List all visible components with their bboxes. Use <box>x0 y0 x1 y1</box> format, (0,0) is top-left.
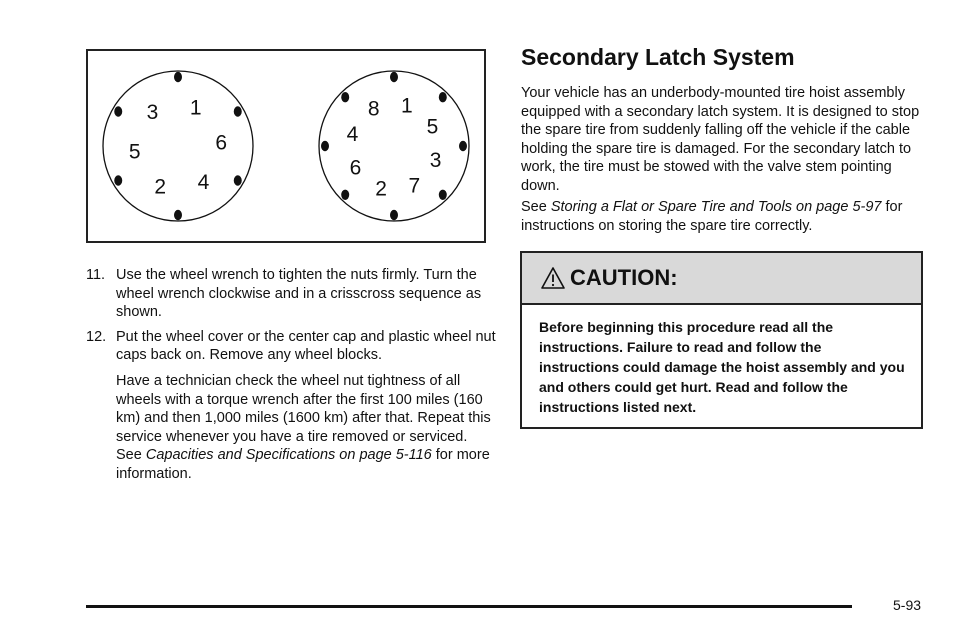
para-prefix: See <box>521 199 551 215</box>
storing-spare-tire-link[interactable]: Storing a Flat or Spare Tire and Tools on page 5-97 <box>550 199 882 215</box>
step-number: 11. <box>86 267 106 283</box>
torque-check-note <box>116 372 496 484</box>
six-lug-sequence-label: 6 <box>215 131 228 155</box>
step-text: Use the wheel wrench to tighten the nuts firmly. Turn the wheel wrench clockwise and in a crisscross sequence as shown. <box>116 267 482 321</box>
eight-lug-lug-nut <box>439 92 447 102</box>
six-lug-lug-nut <box>234 175 242 185</box>
eight-lug-lug-nut <box>459 141 467 151</box>
capacities-reference-link[interactable]: Capacities and Specifications on page 5-116 <box>145 447 432 464</box>
step-text: Put the wheel cover or the center cap and plastic wheel nut caps back on. Remove any wheel blocks. <box>116 328 496 364</box>
note-suffix: for more information. <box>116 447 490 482</box>
eight-lug-lug-nut <box>321 141 329 151</box>
six-lug-sequence-label: 2 <box>154 175 167 199</box>
section-heading: Secondary Latch System <box>521 44 795 70</box>
secondary-latch-paragraph: Your vehicle has an underbody-mounted tire hoist assembly equipped with a secondary latch system. It is designed to stop the spare tire from suddenly falling off the vehicle if the cable holding the spare tire is damaged. For the secondary latch to work, the tire must be stowed with the valve stem pointing down. <box>521 85 920 194</box>
six-lug-lug-nut <box>174 210 182 220</box>
six-lug-sequence-label: 4 <box>197 171 210 195</box>
lug-nut-sequence-figure <box>86 49 486 243</box>
eight-lug-lug-nut <box>439 190 447 200</box>
six-lug-lug-nut <box>174 72 182 82</box>
step-12 <box>86 328 496 365</box>
caution-header <box>522 253 921 305</box>
warning-triangle-icon <box>540 266 566 290</box>
eight-lug-lug-nut <box>341 92 349 102</box>
six-lug-lug-nut <box>114 106 122 116</box>
caution-text: Before beginning this procedure read all the instructions. Failure to read and follow the instructions could damage the hoist assembly and you and others could get hurt. Read and follow the instructions listed next. <box>539 319 905 415</box>
six-lug-sequence-label: 3 <box>146 100 159 124</box>
wheel-patterns-drawing <box>88 51 484 241</box>
eight-lug-lug-nut <box>390 72 398 82</box>
eight-lug-sequence-label: 6 <box>349 156 362 180</box>
page-number: 5-93 <box>893 597 922 613</box>
footer-rule <box>86 605 852 608</box>
para-suffix: for instructions on storing the spare tire correctly. <box>521 199 903 234</box>
eight-lug-sequence-label: 2 <box>375 177 387 201</box>
caution-title: CAUTION: <box>570 265 678 290</box>
note-text: Have a technician check the wheel nut tightness of all wheels with a torque wrench after the first 100 miles (160 km) and then 1,000 miles (1600 km) after that. Repeat this service whenever you have a tire removed or serviced. See <box>116 373 491 464</box>
six-lug-lug-nut <box>234 106 242 116</box>
eight-lug-sequence-label: 3 <box>429 148 442 172</box>
eight-lug-lug-nut <box>341 190 349 200</box>
eight-lug-sequence-label: 5 <box>426 115 439 139</box>
caution-box <box>520 251 923 429</box>
eight-lug-sequence-label: 4 <box>346 123 359 147</box>
eight-lug-sequence-label: 7 <box>408 174 421 198</box>
six-lug-rim <box>103 71 253 221</box>
step-11 <box>86 266 496 322</box>
instruction-steps <box>86 266 496 371</box>
six-lug-lug-nut <box>114 175 122 185</box>
eight-lug-lug-nut <box>390 210 398 220</box>
six-lug-sequence-label: 5 <box>128 140 141 164</box>
eight-lug-rim <box>319 71 469 221</box>
eight-lug-sequence-label: 8 <box>367 97 380 121</box>
step-number: 12. <box>86 328 107 345</box>
six-lug-sequence-label: 1 <box>189 96 202 120</box>
eight-lug-sequence-label: 1 <box>401 94 413 118</box>
storing-reference-paragraph <box>521 198 926 235</box>
